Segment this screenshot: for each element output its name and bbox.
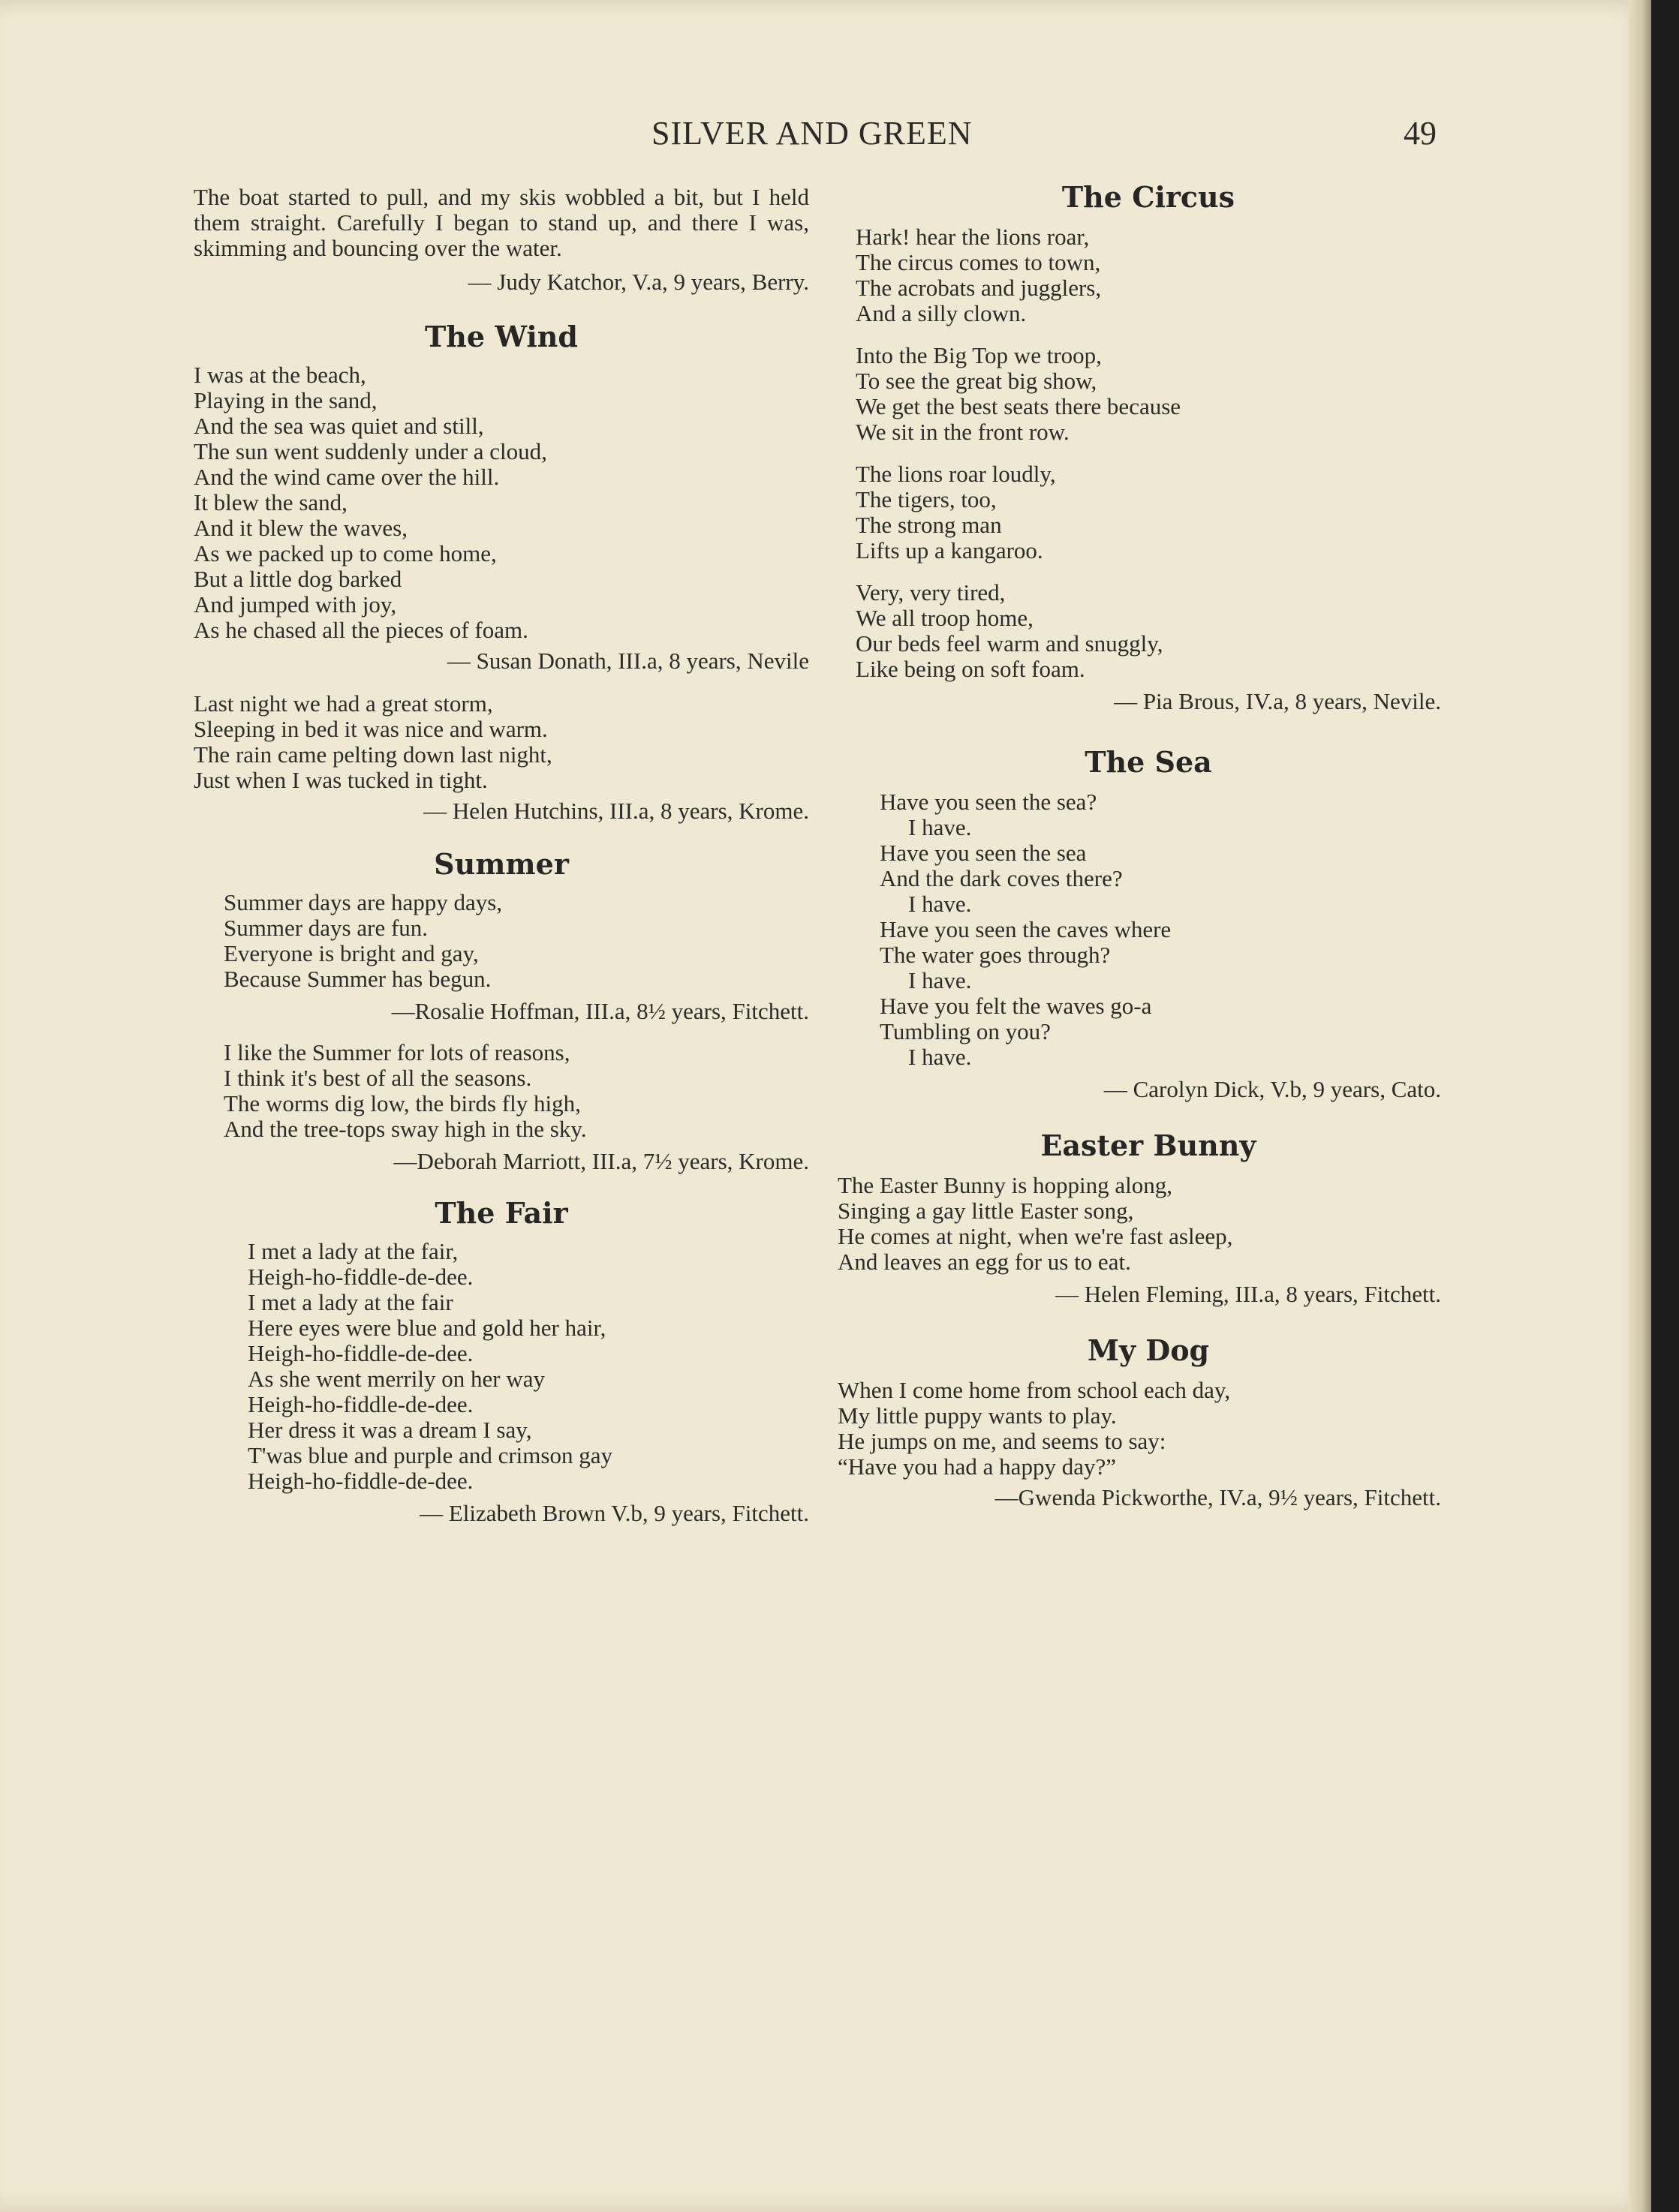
poem-line: I think it's best of all the seasons. bbox=[224, 1065, 532, 1091]
dog-author: —Gwenda Pickworthe, IV.a, 9½ years, Fitchett. bbox=[994, 1484, 1441, 1510]
poem-line: And the sea was quiet and still, bbox=[194, 413, 484, 439]
poem-line: When I come home from school each day, bbox=[838, 1377, 1231, 1403]
poem-line: Into the Big Top we troop, bbox=[856, 342, 1102, 368]
running-title: SILVER AND GREEN bbox=[651, 115, 973, 152]
circus-stanza-4 bbox=[856, 580, 1441, 682]
poem-line: Have you felt the waves go-a bbox=[880, 993, 1152, 1019]
storm-poem bbox=[194, 691, 809, 793]
poem-line: I have. bbox=[908, 891, 972, 917]
poem-line: I was at the beach, bbox=[194, 362, 366, 388]
poem-line: Like being on soft foam. bbox=[856, 656, 1085, 682]
wind-title: The Wind bbox=[425, 320, 578, 353]
poem-line: And the wind came over the hill. bbox=[194, 464, 500, 490]
poem-line: The sun went suddenly under a cloud, bbox=[194, 438, 547, 464]
page-number: 49 bbox=[1404, 115, 1437, 152]
running-header bbox=[0, 114, 1651, 159]
poem-line: To see the great big show, bbox=[856, 368, 1097, 394]
circus-stanza-3 bbox=[856, 461, 1441, 564]
poem-line: I like the Summer for lots of reasons, bbox=[224, 1039, 570, 1065]
poem-line: We all troop home, bbox=[856, 605, 1034, 631]
poem-line: Our beds feel warm and snuggly, bbox=[856, 630, 1163, 657]
poem-line: He comes at night, when we're fast asleep, bbox=[838, 1223, 1233, 1249]
poem-line: And the tree-tops sway high in the sky. bbox=[224, 1116, 587, 1142]
wind-poem bbox=[194, 362, 809, 643]
summer-title: Summer bbox=[434, 847, 569, 881]
circus-author: — Pia Brous, IV.a, 8 years, Nevile. bbox=[1114, 688, 1441, 714]
left-column bbox=[194, 180, 809, 1527]
sea-poem bbox=[856, 789, 1441, 1070]
dog-poem bbox=[838, 1378, 1441, 1480]
poem-line: The rain came pelting down last night, bbox=[194, 741, 552, 768]
poem-line: Hark! hear the lions roar, bbox=[856, 224, 1090, 250]
poem-line: We get the best seats there because bbox=[856, 393, 1181, 419]
poem-line: T'was blue and purple and crimson gay bbox=[248, 1442, 612, 1468]
easter-title: Easter Bunny bbox=[1040, 1129, 1256, 1162]
poem-line: The acrobats and jugglers, bbox=[856, 275, 1102, 301]
wind-author: — Susan Donath, III.a, 8 years, Nevile bbox=[447, 648, 809, 674]
sea-title: The Sea bbox=[1085, 745, 1212, 779]
poem-line: Because Summer has begun. bbox=[224, 966, 492, 992]
poem-line: Here eyes were blue and gold her hair, bbox=[248, 1315, 606, 1341]
poem-line: My little puppy wants to play. bbox=[838, 1402, 1117, 1429]
poem-line: Her dress it was a dream I say, bbox=[248, 1417, 532, 1443]
poem-line: The strong man bbox=[856, 512, 1002, 538]
poem-line: And a silly clown. bbox=[856, 300, 1027, 326]
poem-line: The water goes through? bbox=[880, 942, 1111, 968]
poem-line: I have. bbox=[908, 814, 972, 840]
poem-line: Playing in the sand, bbox=[194, 387, 378, 413]
poem-line: Sleeping in bed it was nice and warm. bbox=[194, 716, 548, 742]
fair-poem bbox=[194, 1239, 809, 1494]
poem-line: And jumped with joy, bbox=[194, 591, 397, 618]
circus-stanza-2 bbox=[856, 343, 1441, 445]
poem-line: We sit in the front row. bbox=[856, 419, 1070, 445]
dog-title: My Dog bbox=[1087, 1333, 1210, 1367]
fair-author: — Elizabeth Brown V.b, 9 years, Fitchett. bbox=[420, 1500, 809, 1526]
poem-line: The Easter Bunny is hopping along, bbox=[838, 1172, 1172, 1198]
poem-line: And it blew the waves, bbox=[194, 515, 408, 541]
poem-line: Summer days are fun. bbox=[224, 915, 429, 941]
poem-line: “Have you had a happy day?” bbox=[838, 1453, 1116, 1480]
poem-line: It blew the sand, bbox=[194, 489, 348, 515]
poem-line: And leaves an egg for us to eat. bbox=[838, 1249, 1131, 1275]
poem-line: Lifts up a kangaroo. bbox=[856, 537, 1043, 564]
intro-paragraph: The boat started to pull, and my skis wobbled a bit, but I held them straight. Carefully I began to stand up, and there I was, skimming and bouncing over the water. bbox=[194, 184, 809, 261]
poem-line: Just when I was tucked in tight. bbox=[194, 767, 488, 793]
poem-line: As he chased all the pieces of foam. bbox=[194, 617, 528, 643]
poem-line: I met a lady at the fair bbox=[248, 1289, 453, 1315]
summer-author-2: —Deborah Marriott, III.a, 7½ years, Krome. bbox=[393, 1148, 809, 1174]
poem-line: The circus comes to town, bbox=[856, 249, 1101, 275]
poem-line: I have. bbox=[908, 1044, 972, 1070]
summer-poem-2 bbox=[194, 1040, 809, 1142]
poem-line: Everyone is bright and gay, bbox=[224, 940, 479, 966]
storm-author: — Helen Hutchins, III.a, 8 years, Krome. bbox=[423, 798, 809, 824]
poem-line: Last night we had a great storm, bbox=[194, 690, 493, 717]
poem-line: Summer days are happy days, bbox=[224, 889, 503, 915]
poem-line: And the dark coves there? bbox=[880, 865, 1123, 891]
poem-line: Heigh-ho-fiddle-de-dee. bbox=[248, 1468, 474, 1494]
circus-title: The Circus bbox=[1061, 180, 1235, 214]
poem-line: He jumps on me, and seems to say: bbox=[838, 1428, 1166, 1454]
poem-line: Have you seen the sea bbox=[880, 840, 1087, 866]
poem-line: Have you seen the caves where bbox=[880, 916, 1172, 942]
poem-line: The lions roar loudly, bbox=[856, 461, 1056, 487]
poem-line: Heigh-ho-fiddle-de-dee. bbox=[248, 1340, 474, 1366]
fair-title: The Fair bbox=[435, 1196, 568, 1230]
poem-line: Have you seen the sea? bbox=[880, 789, 1097, 815]
poem-line: But a little dog barked bbox=[194, 566, 402, 592]
easter-poem bbox=[838, 1173, 1441, 1275]
poem-line: Heigh-ho-fiddle-de-dee. bbox=[248, 1391, 474, 1417]
poem-line: As we packed up to come home, bbox=[194, 540, 497, 567]
summer-author-1: —Rosalie Hoffman, III.a, 8½ years, Fitchett. bbox=[391, 998, 809, 1024]
sea-author: — Carolyn Dick, V.b, 9 years, Cato. bbox=[1103, 1076, 1441, 1102]
summer-poem-1 bbox=[194, 890, 809, 992]
intro-author: — Judy Katchor, V.a, 9 years, Berry. bbox=[468, 269, 809, 295]
easter-author: — Helen Fleming, III.a, 8 years, Fitchett. bbox=[1055, 1281, 1441, 1307]
poem-line: The tigers, too, bbox=[856, 486, 997, 512]
page-edge bbox=[1629, 0, 1651, 2212]
poem-line: Very, very tired, bbox=[856, 579, 1006, 606]
poem-line: Singing a gay little Easter song, bbox=[838, 1198, 1134, 1224]
poem-line: The worms dig low, the birds fly high, bbox=[224, 1090, 581, 1117]
poem-line: Tumbling on you? bbox=[880, 1018, 1051, 1044]
poem-line: I met a lady at the fair, bbox=[248, 1238, 459, 1264]
right-column bbox=[838, 180, 1441, 1511]
poem-line: I have. bbox=[908, 967, 972, 993]
poem-line: Heigh-ho-fiddle-de-dee. bbox=[248, 1264, 474, 1290]
circus-stanza-1 bbox=[856, 224, 1441, 326]
poem-line: As she went merrily on her way bbox=[248, 1366, 546, 1392]
